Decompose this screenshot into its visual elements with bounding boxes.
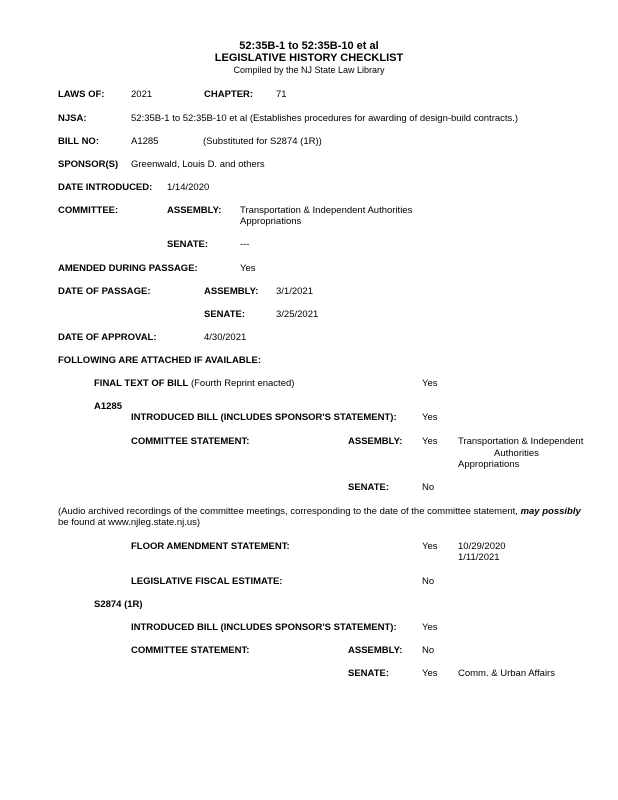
a1285-fiscal-value: No [422,576,435,587]
committee-assembly-line2: Appropriations [240,216,302,227]
a1285-heading: A1285 [94,401,122,412]
a1285-floor-date1: 10/29/2020 [458,541,506,552]
chapter-value: 71 [276,89,287,100]
sponsors-label: SPONSOR(S) [58,159,119,170]
date-introduced-value: 1/14/2020 [167,182,210,193]
page-title: 52:35B-1 to 52:35B-10 et al [239,40,379,52]
s2874-heading: S2874 (1R) [94,599,143,610]
a1285-assembly-label: ASSEMBLY: [348,436,403,447]
s2874-assembly-label: ASSEMBLY: [348,645,403,656]
page-subtitle: LEGISLATIVE HISTORY CHECKLIST [214,52,404,64]
a1285-fiscal-label: LEGISLATIVE FISCAL ESTIMATE: [131,576,283,587]
s2874-committee-label: COMMITTEE STATEMENT: [131,645,250,656]
final-text-label: FINAL TEXT OF BILL [94,378,189,389]
njsa-label: NJSA: [58,113,87,124]
audio-note-line1 [58,506,581,517]
s2874-introduced-label: INTRODUCED BILL (INCLUDES SPONSOR'S STATEMENT): [131,622,397,633]
date-introduced-label: DATE INTRODUCED: [58,182,153,193]
committee-senate-label: SENATE: [167,239,208,250]
a1285-assembly-value: Yes [422,436,438,447]
committee-label: COMMITTEE: [58,205,119,216]
s2874-senate-note: Comm. & Urban Affairs [458,668,555,679]
passage-senate-value: 3/25/2021 [276,309,319,320]
audio-note-line2: be found at www.njleg.state.nj.us) [58,517,201,528]
a1285-senate-value: No [422,482,435,493]
audio-note-emphasis: may possibly [520,506,581,517]
date-of-approval-value: 4/30/2021 [204,332,247,343]
passage-assembly-label: ASSEMBLY: [204,286,259,297]
laws-of-label: LAWS OF: [58,89,105,100]
final-text-value: Yes [422,378,438,389]
final-text-note: (Fourth Reprint enacted) [190,378,295,389]
bill-no-label: BILL NO: [58,136,99,147]
a1285-floor-value: Yes [422,541,438,552]
compiled-by: Compiled by the NJ State Law Library [233,65,385,75]
committee-senate-value: --- [240,239,250,250]
s2874-introduced-value: Yes [422,622,438,633]
audio-note-text: (Audio archived recordings of the committee meetings, corresponding to the date of the committee statement, [58,506,521,517]
s2874-assembly-value: No [422,645,435,656]
bill-no-value: A1285 [131,136,159,147]
passage-senate-label: SENATE: [204,309,245,320]
final-text-row [94,378,294,389]
committee-assembly-line1: Transportation & Independent Authorities [240,205,413,216]
a1285-senate-label: SENATE: [348,482,389,493]
amended-value: Yes [240,263,256,274]
amended-label: AMENDED DURING PASSAGE: [58,263,198,274]
a1285-committee-label: COMMITTEE STATEMENT: [131,436,250,447]
a1285-assembly-note2: Authorities [494,448,539,459]
a1285-assembly-note3: Appropriations [458,459,520,470]
s2874-senate-value: Yes [422,668,438,679]
njsa-value: 52:35B-1 to 52:35B-10 et al (Establishes procedures for awarding of design-build contracts.) [131,113,519,124]
chapter-label: CHAPTER: [204,89,254,100]
a1285-floor-label: FLOOR AMENDMENT STATEMENT: [131,541,290,552]
committee-assembly-label: ASSEMBLY: [167,205,222,216]
bill-no-note: (Substituted for S2874 (1R)) [203,136,322,147]
date-of-passage-label: DATE OF PASSAGE: [58,286,151,297]
a1285-introduced-label: INTRODUCED BILL (INCLUDES SPONSOR'S STATEMENT): [131,412,397,423]
a1285-introduced-value: Yes [422,412,438,423]
following-heading: FOLLOWING ARE ATTACHED IF AVAILABLE: [58,355,261,366]
date-of-approval-label: DATE OF APPROVAL: [58,332,157,343]
a1285-assembly-note1: Transportation & Independent [458,436,584,447]
a1285-floor-date2: 1/11/2021 [458,552,500,563]
sponsors-value: Greenwald, Louis D. and others [131,159,265,170]
laws-of-value: 2021 [131,89,153,100]
passage-assembly-value: 3/1/2021 [276,286,313,297]
s2874-senate-label: SENATE: [348,668,389,679]
